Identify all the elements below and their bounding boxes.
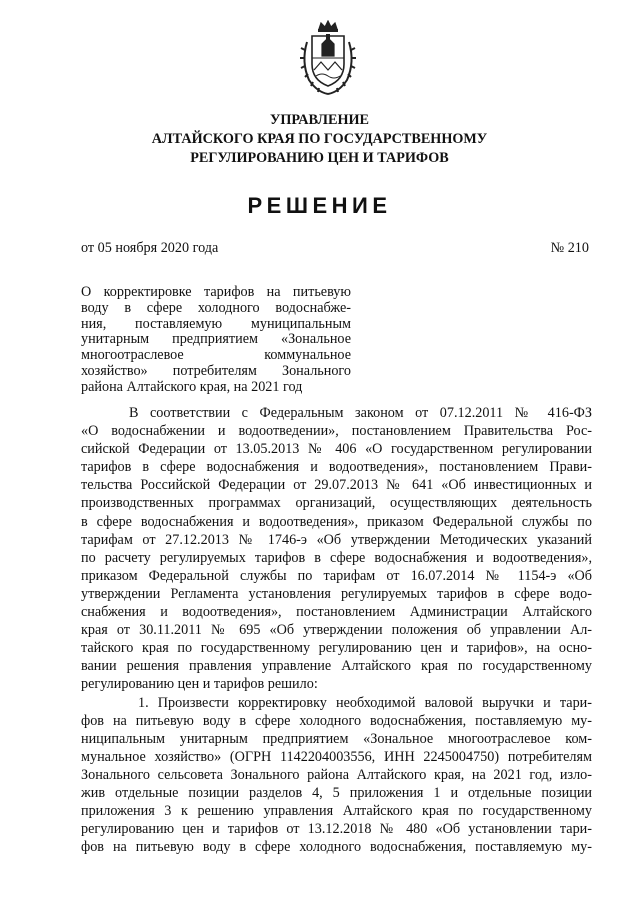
document-subject: [81, 285, 351, 396]
document-number: № 210: [550, 240, 589, 256]
document-body: [81, 404, 592, 856]
body-line: тарифов в сфере водоснабжения и водоотведения», постановлением Прави-: [81, 459, 592, 476]
body-line: «О водоснабжении и водоотведении», постановлением Правительства Рос-: [81, 423, 592, 440]
subject-line: О корректировке тарифов на питьевую: [81, 284, 351, 300]
body-line: тайского края по государственному регулированию цен и тарифов», на осно-: [81, 640, 592, 657]
subject-line: ния, поставляемую муниципальным: [81, 315, 351, 332]
body-line: мунальное хозяйство» (ОГРН 1142204003556, ИНН 2245004750) потребителям: [81, 748, 592, 765]
coat-of-arms-icon: [297, 20, 359, 96]
body-line: снабжения и водоотведения», постановлением Администрации Алтайского: [81, 604, 592, 621]
body-line: края от 30.11.2011 № 695 «Об утверждении положения об управлении Ал-: [81, 622, 592, 639]
body-line: регулированию цен и тарифов решило:: [81, 676, 318, 693]
body-line: тарифам от 27.12.2013 № 1746-э «Об утверждении Методических указаний: [81, 531, 592, 548]
agency-line: АЛТАЙСКОГО КРАЯ ПО ГОСУДАРСТВЕННОМУ: [151, 131, 488, 147]
agency-name: [0, 111, 639, 168]
body-line: жив отдельные позиции разделов 4, 5 приложения 1 и отдельные позиции: [81, 784, 592, 801]
body-line: приказом Федеральной службы по тарифам от 16.07.2014 № 1154-э «Об: [81, 567, 592, 584]
body-line: тельства Российской Федерации от 29.07.2013 № 641 «Об инвестиционных и: [81, 477, 592, 494]
body-line: в сфере водоснабжения и водоотведения», приказом Федеральной службы по: [81, 513, 592, 530]
agency-line: УПРАВЛЕНИЕ: [269, 112, 370, 128]
body-line: по расчету регулируемых тарифов в сфере водоснабжения и водоотведения»,: [81, 549, 592, 566]
body-line: вании решения правления управление Алтайского края по государственному: [81, 658, 592, 675]
subject-line: унитарным предприятием «Зональное: [81, 331, 351, 348]
body-line: регулированию цен и тарифов от 13.12.2018 № 480 «Об установлении тари-: [81, 821, 592, 838]
body-line: фов на питьевую воду в сфере холодного водоснабжения, поставляемую му-: [81, 712, 592, 729]
body-line: 1. Произвести корректировку необходимой валовой выручки и тари-: [138, 694, 592, 711]
subject-line: района Алтайского края, на 2021 год: [81, 378, 303, 395]
subject-line: многоотраслевое коммунальное: [81, 347, 351, 364]
body-line: Зонального сельсовета Зонального района Алтайского края, на 2021 год, изло-: [81, 766, 592, 783]
body-line: ниципальным унитарным предприятием «Зональное многоотраслевое ком-: [81, 730, 592, 747]
body-line: сийской Федерации от 13.05.2013 № 406 «О государственном регулировании: [81, 441, 592, 458]
document-type-title: РЕШЕНИЕ: [247, 193, 392, 218]
subject-line: хозяйство» потребителям Зонального: [81, 362, 351, 379]
body-line: производственных программах организаций, осуществляющих деятельность: [81, 495, 592, 512]
agency-line: РЕГУЛИРОВАНИЮ ЦЕН И ТАРИФОВ: [190, 150, 449, 166]
body-line: приложения 3 к решению управления Алтайского края по государственному: [81, 803, 592, 820]
body-line: В соответствии с Федеральным законом от 07.12.2011 № 416-ФЗ: [129, 405, 592, 421]
body-line: фов на питьевую воду в сфере холодного водоснабжения, поставляемую му-: [81, 839, 592, 856]
document-date: от 05 ноября 2020 года: [81, 240, 219, 256]
body-line: утверждении Регламента установления регулируемых тарифов в сфере водо-: [81, 585, 592, 602]
subject-line: воду в сфере холодного водоснабже-: [81, 299, 351, 316]
